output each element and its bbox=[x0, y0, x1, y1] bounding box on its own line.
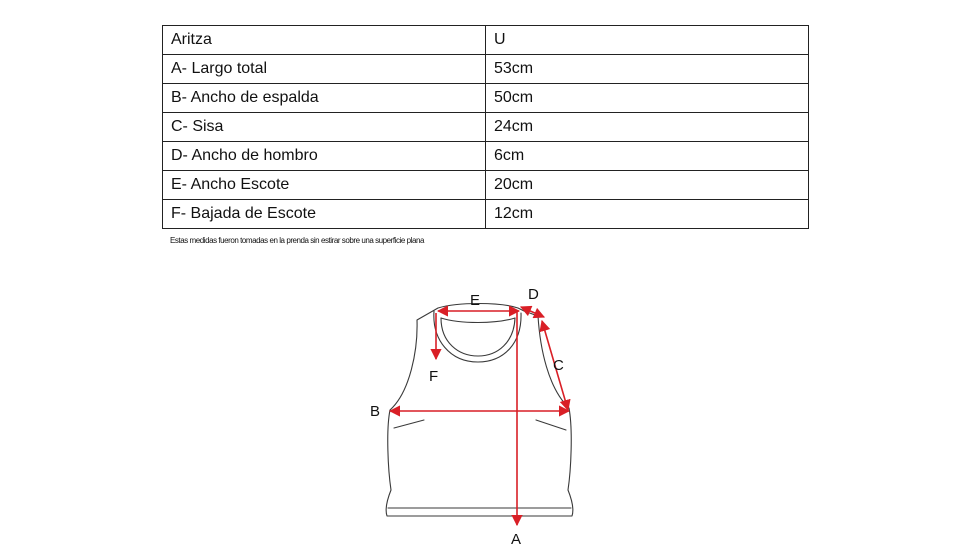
measure-name-cell: B- Ancho de espalda bbox=[163, 84, 486, 113]
neck-band bbox=[441, 318, 515, 323]
measure-value-cell: 6cm bbox=[486, 142, 809, 171]
garment-outline bbox=[386, 304, 573, 517]
left-side-seam bbox=[394, 420, 424, 428]
label-f: F bbox=[429, 368, 439, 385]
header-value-cell: U bbox=[486, 26, 809, 55]
header-name-cell: Aritza bbox=[163, 26, 486, 55]
measure-name-cell: F- Bajada de Escote bbox=[163, 200, 486, 229]
measure-arrow-d bbox=[521, 307, 544, 317]
measure-name-cell: E- Ancho Escote bbox=[163, 171, 486, 200]
label-c: C bbox=[553, 357, 564, 374]
measure-value-cell: 50cm bbox=[486, 84, 809, 113]
measure-value-cell: 24cm bbox=[486, 113, 809, 142]
measure-name-cell: D- Ancho de hombro bbox=[163, 142, 486, 171]
label-e: E bbox=[470, 292, 481, 309]
label-a: A bbox=[511, 531, 522, 548]
neckline-outer bbox=[434, 311, 521, 362]
measure-value-cell: 12cm bbox=[486, 200, 809, 229]
measurement-note: Estas medidas fueron tomadas en la prenda sin estirar sobre una superficie plana bbox=[170, 236, 424, 245]
right-side-seam bbox=[536, 420, 566, 430]
measure-value-cell: 53cm bbox=[486, 55, 809, 84]
measure-name-cell: C- Sisa bbox=[163, 113, 486, 142]
label-d: D bbox=[528, 286, 539, 303]
label-b: B bbox=[370, 403, 381, 420]
neckline-inner bbox=[441, 318, 515, 356]
measure-name-cell: A- Largo total bbox=[163, 55, 486, 84]
measure-value-cell: 20cm bbox=[486, 171, 809, 200]
